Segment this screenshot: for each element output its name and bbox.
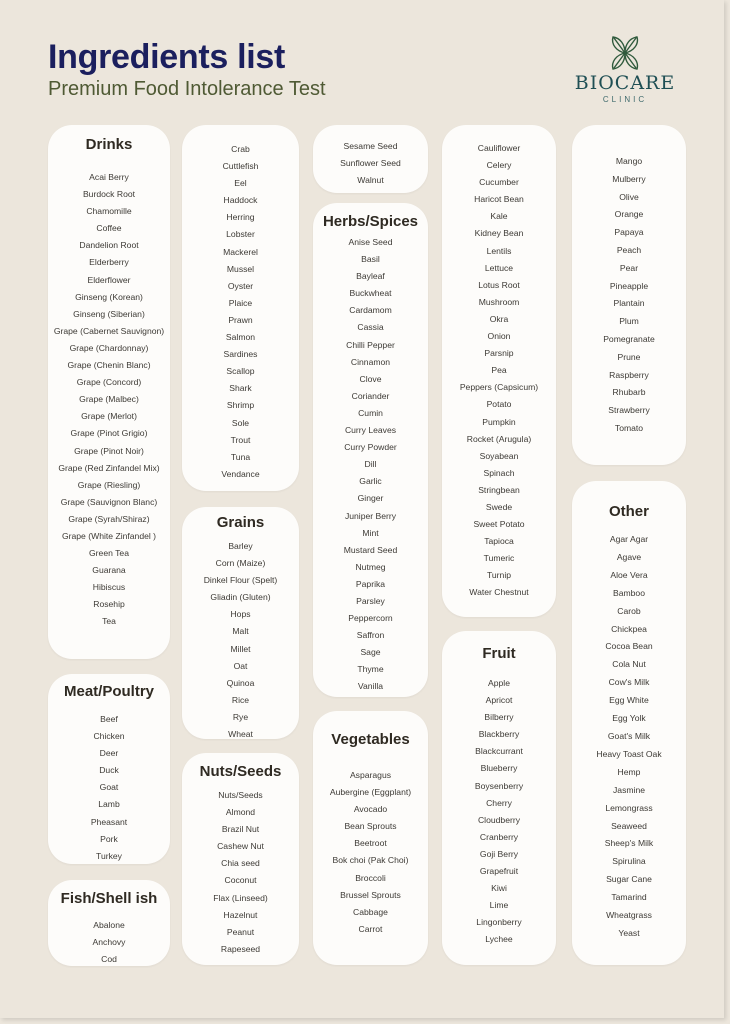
ingredient-item: Tapioca [484,536,514,547]
ingredient-list [48,169,170,631]
ingredient-item: Oyster [227,280,254,291]
ingredient-item: Tea [102,616,116,627]
ingredient-item: Hibiscus [92,582,126,593]
ingredient-list [572,531,686,943]
ingredient-item: Duck [99,765,119,776]
ingredient-item: Okra [489,313,509,324]
ingredient-item: Flax (Linseed) [213,892,268,903]
card-title: Herbs/Spices [322,213,419,230]
ingredient-item: Bayleaf [356,271,385,282]
ingredient-item: Mushroom [478,296,520,307]
ingredient-item: Asparagus [349,770,392,780]
ingredient-item: Clove [359,373,382,384]
ingredient-item: Peppercorn [348,613,393,624]
ingredient-item: Paprika [355,578,386,589]
ingredient-item: Plaice [228,297,253,308]
ingredient-item: Walnut [357,175,384,186]
logo-subtitle: CLINIC [602,95,648,104]
ingredient-item: Lobster [226,229,255,240]
ingredient-list [48,917,170,968]
ingredient-item: Ginseng (Korean) [75,291,143,302]
ingredient-item: Juniper Berry [344,510,397,521]
ingredient-item: Cauliflower [477,143,521,153]
ingredient-item: Chickpea [611,623,647,634]
card-title: Vegetables [331,731,410,748]
ingredient-item: Trout [230,434,251,445]
ingredient-list [182,538,299,743]
ingredient-item: Goat [99,782,119,793]
ingredient-item: Stringbean [478,484,520,495]
card-title: Fruit [482,645,516,662]
ingredient-item: Soyabean [479,450,519,461]
ingredient-item: Oat [233,660,248,671]
card-title: Other [608,503,649,520]
ingredient-list [572,153,686,438]
ingredient-item: Turnip [486,570,512,581]
ingredient-item: Pineapple [609,280,649,291]
ingredient-item: Grape (Sauvignon Blanc) [60,496,158,507]
ingredient-item: Bok choi (Pak Choi) [332,855,409,866]
ingredient-item: Carob [617,605,641,616]
ingredient-item: Agar Agar [609,534,649,544]
ingredient-item: Aubergine (Eggplant) [329,787,412,798]
ingredient-item: Lamb [98,799,120,810]
logo-name: BIOCARE [574,72,676,94]
card-seafood-continued [182,125,299,491]
card-title: Meat/Poultry [63,683,154,700]
ingredient-item: Sunflower Seed [340,158,401,169]
card-fish-shellfish [48,880,170,966]
ingredient-item: Cucumber [479,177,519,188]
ingredient-item: Rocket (Arugula) [466,433,532,444]
ingredient-item: Anchovy [92,937,126,948]
ingredient-item: Swede [485,501,513,512]
ingredient-item: Rhubarb [612,387,646,398]
ingredient-item: Grape (Cabernet Sauvignon) [53,325,165,336]
ingredient-item: Acai Berry [89,172,129,182]
ingredient-item: Lemongrass [605,802,653,813]
ingredient-item: Pumpkin [482,416,516,427]
card-title: Drinks [85,136,133,153]
ingredient-item: Saffron [356,630,385,641]
ingredient-item: Kale [490,211,508,222]
ingredient-item: Plantain [613,298,645,309]
ingredient-item: Abalone [93,920,125,930]
ingredient-item: Shrimp [226,400,255,411]
ingredient-item: Garlic [359,476,382,487]
card-other [572,481,686,965]
ingredient-item: Rapeseed [220,943,261,954]
ingredient-item: Cola Nut [612,659,646,670]
ingredient-item: Brussel Sprouts [340,889,401,900]
ingredient-item: Kiwi [491,883,507,894]
ingredient-item: Sesame Seed [343,141,398,151]
ingredient-item: Herring [226,212,255,223]
ingredient-item: Boysenberry [474,780,524,791]
page-subtitle: Premium Food Intolerance Test [48,78,326,100]
ingredient-item: Haricot Bean [474,194,524,205]
ingredient-item: Curry Leaves [344,425,397,436]
ingredient-item: Potato [486,399,512,410]
ingredient-item: Lentils [486,245,512,256]
ingredient-item: Rye [232,711,249,722]
ingredient-item: Salmon [225,332,256,343]
ingredient-item: Grape (Syrah/Shiraz) [68,513,150,524]
ingredient-list [442,675,556,949]
ingredient-item: Scallop [226,366,255,377]
ingredient-item: Hazelnut [223,909,258,920]
ingredient-item: Rice [231,694,250,705]
ingredient-item: Cloudberry [477,814,521,825]
ingredient-item: Spirulina [612,856,646,867]
ingredient-item: Sole [231,417,250,428]
ingredient-list [182,141,299,483]
ingredient-item: Dandelion Root [79,240,139,251]
ingredient-item: Blackberry [478,729,520,740]
ingredient-item: Grape (Malbec) [79,394,139,405]
ingredient-item: Guarana [92,565,126,576]
ingredient-item: Pheasant [90,816,128,827]
ingredient-item: Quinoa [226,677,255,688]
ingredient-item: Grape (Red Zinfandel Mix) [58,462,160,473]
card-vegetables-continued [442,125,556,617]
ingredient-item: Bean Sprouts [344,821,397,832]
ingredient-item: Prune [617,351,641,362]
ingredient-item: Curry Powder [344,442,397,453]
ingredient-item: Goji Berry [479,848,519,859]
ingredient-item: Spinach [483,467,515,478]
ingredient-item: Cod [101,954,117,965]
card-meat-poultry [48,674,170,864]
ingredient-item: Blackcurrant [475,746,523,757]
ingredient-item: Kidney Bean [474,228,524,239]
ingredient-list [313,138,428,189]
ingredient-item: Chicken [93,731,125,742]
ingredient-item: Chia seed [221,858,260,869]
ingredient-item: Coffee [96,223,122,234]
card-title: Nuts/Seeds [199,763,282,780]
card-fruit [442,631,556,965]
ingredient-item: Egg Yolk [612,713,646,724]
ingredient-item: Yeast [618,927,640,938]
ingredient-item: Deer [99,748,119,759]
ingredient-item: Mackerel [223,246,258,257]
card-nuts-seeds [182,753,299,965]
ingredient-item: Olive [619,191,639,202]
ingredient-item: Eel [234,178,247,189]
ingredient-item: Parsnip [484,348,514,359]
ingredient-item: Crab [231,144,250,154]
ingredient-item: Hemp [617,766,641,777]
ingredient-item: Bilberry [484,712,514,723]
ingredient-item: Burdock Root [82,189,136,200]
ingredient-item: Mustard Seed [343,544,398,555]
ingredient-item: Elderflower [87,274,131,285]
ingredient-item: Sugar Cane [606,874,652,885]
card-vegetables [313,711,428,965]
ingredient-item: Prawn [228,314,253,325]
ingredient-item: Thyme [357,664,384,675]
ingredient-item: Tamarind [611,892,647,903]
ingredient-item: Haddock [223,195,258,206]
ingredient-item: Strawberry [608,405,650,416]
card-title: Grains [216,514,265,531]
ingredient-item: Sheep's Milk [604,838,654,849]
ingredient-item: Coconut [224,875,257,886]
ingredient-item: Coriander [351,390,390,401]
ingredient-item: Cardamom [349,305,392,316]
ingredient-item: Buckwheat [349,288,392,299]
ingredient-item: Barley [228,541,253,551]
page-title: Ingredients list [48,38,286,76]
ingredient-item: Gliadin (Gluten) [210,592,271,603]
ingredient-list [313,767,428,938]
ingredient-item: Cuttlefish [222,161,259,172]
ingredient-item: Pea [491,365,507,376]
ingredient-item: Corn (Maize) [215,558,266,569]
ingredient-item: Wheatgrass [606,910,652,921]
ingredient-item: Beef [100,714,118,724]
ingredient-item: Peanut [226,926,255,937]
ingredient-item: Chamomille [86,206,132,217]
ingredient-item: Grape (Concord) [76,377,142,388]
ingredient-item: Cabbage [353,906,388,917]
ingredient-item: Broccoli [355,872,386,883]
ingredient-item: Seaweed [611,820,647,831]
ingredient-item: Sardines [223,349,258,360]
ingredient-item: Cinnamon [350,356,391,367]
ingredient-item: Lime [489,900,509,911]
ingredient-item: Carrot [358,923,383,934]
ingredient-item: Avocado [353,804,388,815]
ingredient-item: Tuna [230,451,251,462]
ingredient-item: Egg White [609,695,649,706]
ingredient-item: Plum [619,316,639,327]
ingredient-item: Grape (Pinot Grigio) [70,428,148,439]
ingredient-item: Grape (Pinot Noir) [74,445,144,456]
card-drinks [48,125,170,659]
ingredient-item: Peppers (Capsicum) [459,382,539,393]
ingredient-item: Water Chestnut [469,587,529,598]
ingredient-list [48,711,170,865]
ingredient-item: Vendance [221,468,260,479]
ingredient-item: Tomato [614,422,644,433]
ingredient-item: Grape (Chenin Blanc) [67,360,151,371]
ingredient-item: Cashew Nut [217,841,264,852]
ingredient-item: Pear [619,262,639,273]
card-fruit-continued [572,125,686,465]
ingredient-item: Mussel [226,263,255,274]
ingredient-item: Ginger [357,493,384,504]
ingredient-item: Peach [616,244,642,255]
ingredient-list [182,787,299,958]
biocare-logo [560,34,690,108]
ingredient-item: Shark [229,383,252,394]
ingredient-item: Lettuce [484,262,514,273]
ingredient-item: Agave [616,551,642,562]
ingredient-item: Cocoa Bean [605,641,653,652]
ingredient-item: Wheat [228,729,253,740]
ingredient-item: Lotus Root [478,279,520,290]
card-grains [182,507,299,739]
ingredient-item: Apricot [485,695,513,706]
ingredient-item: Heavy Toast Oak [596,748,662,759]
ingredient-item: Cherry [486,797,512,808]
ingredient-item: Cow's Milk [608,677,650,688]
leaf-emblem-icon [602,34,648,72]
ingredient-item: Pork [100,833,118,844]
ingredient-item: Grape (Riesling) [77,479,141,490]
ingredient-item: Green Tea [89,548,129,559]
ingredient-item: Lingonberry [476,917,522,928]
ingredient-item: Ginseng (Siberian) [73,308,145,319]
ingredient-item: Almond [225,807,256,818]
ingredient-item: Anise Seed [348,237,393,247]
ingredient-list [313,234,428,696]
ingredient-item: Grape (Chardonnay) [69,342,149,353]
ingredient-item: Pomegranate [603,333,655,344]
ingredient-item: Vanilla [357,681,384,692]
ingredient-item: Brazil Nut [221,824,260,835]
ingredient-item: Millet [230,643,251,654]
ingredient-item: Blueberry [480,763,518,774]
ingredient-item: Mint [362,527,379,538]
ingredient-item: Lychee [485,934,513,945]
ingredient-item: Hops [230,609,251,620]
ingredient-item: Mulberry [612,173,646,184]
ingredient-item: Nuts/Seeds [218,790,263,800]
ingredient-item: Dinkel Flour (Spelt) [203,575,278,586]
ingredient-item: Nutmeg [355,561,386,572]
ingredient-item: Tumeric [483,553,515,564]
ingredient-item: Cranberry [479,831,519,842]
ingredient-item: Orange [614,209,644,220]
ingredient-item: Elderberry [89,257,129,268]
ingredient-item: Aloe Vera [610,569,648,580]
ingredient-item: Celery [486,160,512,171]
ingredient-item: Basil [361,254,380,265]
ingredient-item: Chilli Pepper [346,339,395,350]
card-herbs-spices [313,203,428,697]
ingredient-item: Papaya [614,227,644,238]
ingredient-item: Mango [615,156,643,166]
ingredient-item: Cassia [357,322,384,333]
ingredient-item: Beetroot [354,838,387,849]
ingredient-item: Turkey [96,850,122,861]
ingredient-list [442,140,556,602]
ingredient-item: Dill [364,459,377,470]
ingredient-item: Goat's Milk [607,730,651,741]
ingredient-item: Rosehip [93,599,125,610]
ingredient-item: Grapefruit [479,866,519,877]
ingredient-item: Sage [360,647,381,658]
ingredient-item: Grape (White Zinfandel ) [61,530,157,541]
card-title: Fish/Shell ish [60,890,158,907]
ingredient-item: Jasmine [613,784,645,795]
ingredient-item: Parsley [356,595,385,606]
ingredient-item: Bamboo [612,587,645,598]
ingredient-item: Malt [232,626,249,637]
ingredient-item: Apple [488,678,510,688]
ingredient-item: Raspberry [609,369,649,380]
ingredient-item: Cumin [358,407,383,418]
ingredient-item: Sweet Potato [473,519,525,530]
card-seeds-continued [313,125,428,193]
ingredient-item: Onion [487,331,511,342]
ingredient-item: Grape (Merlot) [81,411,137,422]
